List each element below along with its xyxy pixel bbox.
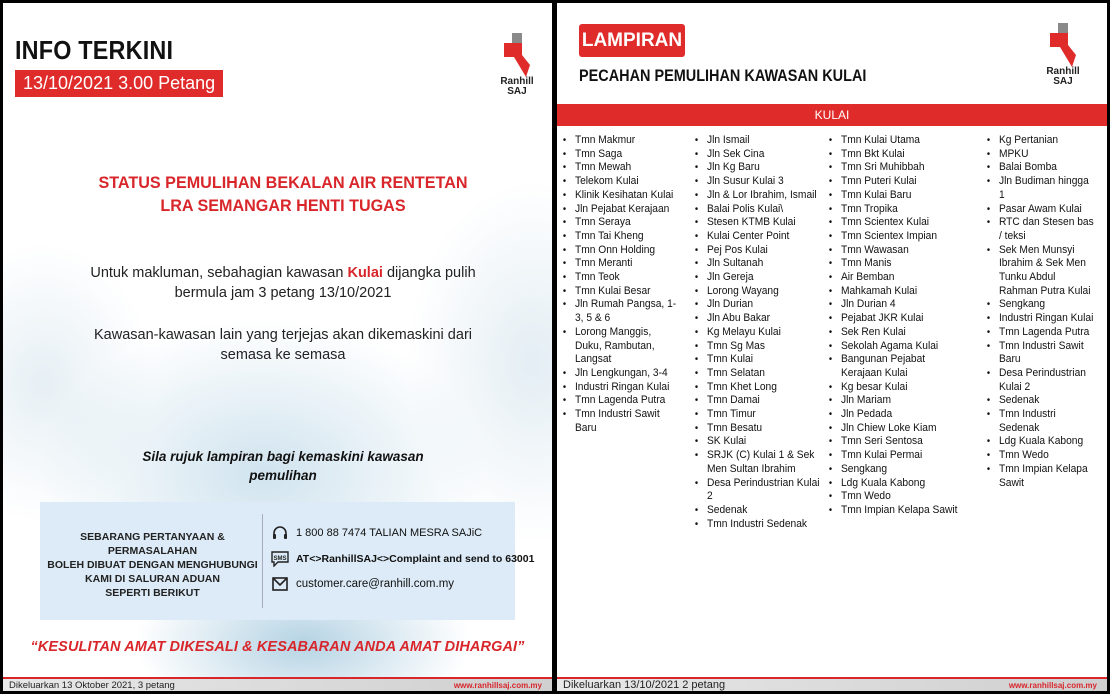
area-list-item: • Tmn Manis bbox=[827, 257, 959, 271]
area-list-item: • Tmn Scientex Impian bbox=[827, 230, 959, 244]
area-list-item: • Jln Susur Kulai 3 bbox=[693, 175, 821, 189]
logo-text-ranhill: Ranhill bbox=[500, 76, 534, 87]
area-list-item: • Lorong Wayang bbox=[693, 285, 821, 299]
area-list-item: • Lorong Manggis, Duku, Rambutan, Langsat bbox=[561, 326, 678, 367]
area-list-item: • Tmn Kulai Permai bbox=[827, 449, 959, 463]
area-list-item: • Jln Lengkungan, 3-4 bbox=[561, 367, 678, 381]
area-list-item: • Balai Bomba bbox=[985, 161, 1097, 175]
ranhill-logo-mark-icon bbox=[504, 33, 530, 77]
area-list-item: • Industri Ringan Kulai bbox=[561, 381, 678, 395]
area-list-item: • Industri Ringan Kulai bbox=[985, 312, 1097, 326]
area-list-item: • Tmn Wedo bbox=[827, 490, 959, 504]
area-list-item: • Tmn Meranti bbox=[561, 257, 678, 271]
lampiran-label: LAMPIRAN bbox=[579, 24, 685, 57]
info-date: 13/10/2021 3.00 Petang bbox=[15, 70, 223, 97]
ranhill-saj-logo bbox=[1041, 23, 1085, 87]
issued-date: Dikeluarkan 13/10/2021 2 petang bbox=[563, 679, 726, 691]
area-list-item: • Tmn Selatan bbox=[693, 367, 821, 381]
area-column bbox=[827, 134, 969, 518]
area-list-item: • Jln Gereja bbox=[693, 271, 821, 285]
status-title bbox=[74, 171, 492, 217]
area-list-item: • Tmn Teok bbox=[561, 271, 678, 285]
area-list-item: • Tmn Onn Holding bbox=[561, 244, 678, 258]
contact-instruction-line: KAMI DI SALURAN ADUAN bbox=[85, 573, 220, 585]
area-list-item: • Sedenak bbox=[985, 394, 1097, 408]
area-list-item: • Tmn Damai bbox=[693, 394, 821, 408]
area-list-item: • Tmn Mewah bbox=[561, 161, 678, 175]
left-footer bbox=[3, 677, 552, 691]
area-list-item: • Jln Durian bbox=[693, 298, 821, 312]
area-list-item: • Tmn Khet Long bbox=[693, 381, 821, 395]
area-list-item: • Tmn Besatu bbox=[693, 422, 821, 436]
area-list-item: • Jln Chiew Loke Kiam bbox=[827, 422, 959, 436]
kulai-highlight: Kulai bbox=[347, 265, 383, 281]
area-list-item: • Klinik Kesihatan Kulai bbox=[561, 189, 678, 203]
area-list-item: • Jln Abu Bakar bbox=[693, 312, 821, 326]
area-list-item: • Bangunan Pejabat Kerajaan Kulai bbox=[827, 353, 959, 380]
phone-number: 1 800 88 7474 TALIAN MESRA SAJiC bbox=[296, 527, 483, 539]
area-list-item: • Tmn Scientex Kulai bbox=[827, 216, 959, 230]
contact-instruction-line: BOLEH DIBUAT DENGAN MENGHUBUNGI bbox=[47, 559, 258, 571]
update-notice: Kawasan-kawasan lain yang terjejas akan dikemaskini dari semasa ke semasa bbox=[93, 327, 472, 363]
sms-icon-label: SMS bbox=[273, 556, 287, 562]
area-list-item: • Tmn Sg Mas bbox=[693, 340, 821, 354]
area-columns bbox=[557, 134, 1107, 664]
area-list-item: • Tmn Sri Muhibbah bbox=[827, 161, 959, 175]
area-list-item: • Jln & Lor Ibrahim, Ismail bbox=[693, 189, 821, 203]
area-list-item: • Sengkang bbox=[985, 298, 1097, 312]
area-list-item: • Tmn Industri Sedenak bbox=[985, 408, 1097, 435]
area-list-item: • Sekolah Agama Kulai bbox=[827, 340, 959, 354]
info-title: INFO TERKINI bbox=[15, 35, 174, 65]
phone-contact[interactable] bbox=[270, 524, 482, 542]
area-list-item: • Tmn Makmur bbox=[561, 134, 678, 148]
area-list-item: • Jln Pejabat Kerajaan bbox=[561, 203, 678, 217]
area-list-item: • Air Bemban bbox=[827, 271, 959, 285]
area-list-item: • Tmn Kulai Baru bbox=[827, 189, 959, 203]
area-list-item: • Sengkang bbox=[827, 463, 959, 477]
logo-text-ranhill: Ranhill bbox=[1046, 66, 1080, 77]
area-list-item: • MPKU bbox=[985, 148, 1097, 162]
area-list-item: • Tmn Impian Kelapa Sawit bbox=[827, 504, 959, 518]
area-header-kulai: KULAI bbox=[557, 104, 1107, 126]
right-footer bbox=[557, 677, 1107, 691]
lampiran-panel bbox=[557, 3, 1107, 691]
area-list-item: • Tmn Tropika bbox=[827, 203, 959, 217]
area-list-item: • Kg Pertanian bbox=[985, 134, 1097, 148]
area-list-item: • Jln Mariam bbox=[827, 394, 959, 408]
area-list-item: • Tmn Seri Sentosa bbox=[827, 435, 959, 449]
website-link[interactable]: www.ranhillsaj.com.my bbox=[1008, 681, 1097, 690]
website-link[interactable]: www.ranhillsaj.com.my bbox=[453, 681, 542, 690]
area-list-item: • Tmn Industri Sawit Baru bbox=[561, 408, 678, 435]
area-column bbox=[693, 134, 831, 531]
contact-instruction-line: SEBARANG PERTANYAAN & PERMASALAHAN bbox=[80, 531, 225, 557]
area-list-item: • Ldg Kuala Kabong bbox=[985, 435, 1097, 449]
area-list-item: • Sek Ren Kulai bbox=[827, 326, 959, 340]
area-list-item: • Tmn Impian Kelapa Sawit bbox=[985, 463, 1097, 490]
area-list-item: • Pejabat JKR Kulai bbox=[827, 312, 959, 326]
area-list-item: • Tmn Wedo bbox=[985, 449, 1097, 463]
area-list-item: • Jln Sultanah bbox=[693, 257, 821, 271]
sms-format: AT<>RanhillSAJ<>Complaint and send to 63001 bbox=[296, 553, 535, 565]
area-list-item: • Jln Durian 4 bbox=[827, 298, 959, 312]
area-list-item: • Telekom Kulai bbox=[561, 175, 678, 189]
area-list-item: • Kg besar Kulai bbox=[827, 381, 959, 395]
slogan: “KESULITAN AMAT DIKESALI & KESABARAN ANDA AMAT DIHARGAI” bbox=[30, 639, 525, 655]
sms-contact[interactable] bbox=[270, 550, 534, 568]
area-list-item: • Pasar Awam Kulai bbox=[985, 203, 1097, 217]
area-list-item: • Kulai Center Point bbox=[693, 230, 821, 244]
area-list-item: • Tmn Lagenda Putra bbox=[985, 326, 1097, 340]
area-list-item: • Tmn Kulai Besar bbox=[561, 285, 678, 299]
area-list-item: • Mahkamah Kulai bbox=[827, 285, 959, 299]
area-list-item: • Sedenak bbox=[693, 504, 821, 518]
area-list-item: • Tmn Bkt Kulai bbox=[827, 148, 959, 162]
area-list-item: • Jln Ismail bbox=[693, 134, 821, 148]
refer-appendix-note: Sila rujuk lampiran bagi kemaskini kawasan pemulihan bbox=[142, 449, 424, 483]
area-list-item: • Jln Rumah Pangsa, 1-3, 5 & 6 bbox=[561, 298, 678, 325]
status-title-line: LRA SEMANGAR HENTI TUGAS bbox=[160, 196, 406, 215]
area-list-item: • Sek Men Munsyi Ibrahim & Sek Men Tunku Abdul Rahman Putra Kulai bbox=[985, 244, 1097, 299]
area-list-item: • Tmn Industri Sawit Baru bbox=[985, 340, 1097, 367]
area-list-item: • SK Kulai bbox=[693, 435, 821, 449]
area-list-item: • Tmn Puteri Kulai bbox=[827, 175, 959, 189]
info-terkini-panel bbox=[3, 3, 552, 691]
area-list-item: • Desa Perindustrian Kulai 2 bbox=[693, 477, 821, 504]
area-list-item: • Stesen KTMB Kulai bbox=[693, 216, 821, 230]
area-column bbox=[985, 134, 1105, 490]
area-list-item: • Pej Pos Kulai bbox=[693, 244, 821, 258]
area-list-item: • Tmn Wawasan bbox=[827, 244, 959, 258]
logo-text-saj: SAJ bbox=[1053, 76, 1073, 87]
envelope-icon bbox=[270, 575, 290, 593]
issued-date: Dikeluarkan 13 Oktober 2021, 3 petang bbox=[9, 680, 175, 691]
area-list-item: • Tmn Seraya bbox=[561, 216, 678, 230]
area-list-item: • Tmn Kulai Utama bbox=[827, 134, 959, 148]
area-list-item: • Desa Perindustrian Kulai 2 bbox=[985, 367, 1097, 394]
area-list-item: • Tmn Lagenda Putra bbox=[561, 394, 678, 408]
appendix-subtitle: PECAHAN PEMULIHAN KAWASAN KULAI bbox=[579, 66, 867, 85]
contact-instruction-line: SEPERTI BERIKUT bbox=[105, 587, 200, 599]
ranhill-saj-logo bbox=[495, 33, 539, 97]
area-list-item: • Ldg Kuala Kabong bbox=[827, 477, 959, 491]
sms-icon bbox=[270, 550, 290, 568]
area-list-item: • SRJK (C) Kulai 1 & Sek Men Sultan Ibrahim bbox=[693, 449, 821, 476]
area-list-item: • Tmn Saga bbox=[561, 148, 678, 162]
recovery-notice bbox=[73, 263, 493, 303]
email-contact[interactable] bbox=[270, 575, 454, 593]
recovery-notice-text: Untuk makluman, sebahagian kawasan bbox=[90, 265, 348, 281]
contact-instructions bbox=[40, 530, 265, 600]
contact-divider bbox=[262, 514, 263, 608]
area-list-item: • Tmn Kulai bbox=[693, 353, 821, 367]
area-list-item: • Jln Sek Cina bbox=[693, 148, 821, 162]
area-list-item: • Jln Budiman hingga 1 bbox=[985, 175, 1097, 202]
area-list-item: • Jln Pedada bbox=[827, 408, 959, 422]
ranhill-logo-mark-icon bbox=[1050, 23, 1076, 67]
area-column bbox=[561, 134, 687, 435]
email-address: customer.care@ranhill.com.my bbox=[296, 578, 455, 590]
area-list-item: • Balai Polis Kulai\ bbox=[693, 203, 821, 217]
recovery-notice-text: dijangka pulih bermula jam 3 petang 13/10/2021 bbox=[174, 265, 476, 301]
contact-box bbox=[40, 502, 535, 620]
area-list-item: • Tmn Timur bbox=[693, 408, 821, 422]
logo-text-saj: SAJ bbox=[507, 86, 527, 97]
area-list-item: • Kg Melayu Kulai bbox=[693, 326, 821, 340]
area-list-item: • Tmn Industri Sedenak bbox=[693, 518, 821, 532]
status-title-line: STATUS PEMULIHAN BEKALAN AIR RENTETAN bbox=[98, 173, 468, 192]
area-list-item: • Tmn Tai Kheng bbox=[561, 230, 678, 244]
area-list-item: • RTC dan Stesen bas / teksi bbox=[985, 216, 1097, 243]
area-list-item: • Jln Kg Baru bbox=[693, 161, 821, 175]
headset-icon bbox=[270, 524, 290, 542]
